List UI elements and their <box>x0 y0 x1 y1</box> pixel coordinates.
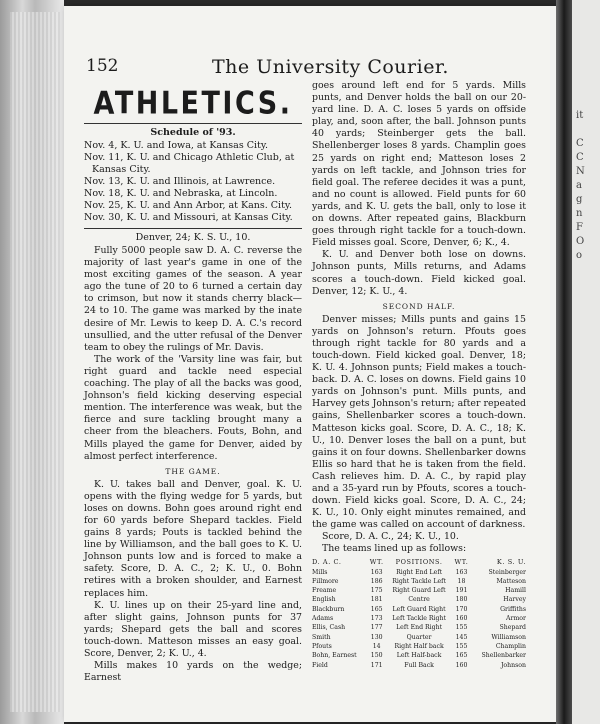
lineup-row <box>312 586 526 595</box>
lineup-cell: Matteson <box>496 577 526 585</box>
lineup-row <box>312 577 526 586</box>
next-page-fragment <box>572 0 600 724</box>
lineup-cell: Smith <box>312 633 331 641</box>
lineup-cell: 171 <box>370 661 383 669</box>
next-page-letter: O <box>576 236 585 247</box>
lineup-cell: Left Guard Right <box>392 605 446 613</box>
subheading-the-game: THE GAME. <box>165 466 221 476</box>
lineup-cell: 160 <box>455 661 468 669</box>
next-page-letter: a <box>576 180 582 191</box>
lineup-cell: Blackburn <box>312 605 345 613</box>
lineup-cell: Fillmore <box>312 577 339 585</box>
lineup-row <box>312 614 526 623</box>
schedule-item: Nov. 11, K. U. and Chicago Athletic Club, at Kansas City. <box>84 152 295 175</box>
article-paragraph: The work of the 'Varsity line was fair, but right guard and tackle need especial coaching. The play of all the backs was good, Johnson's field kicking deserving especial mention. The interference was weak, but the fierce and sure tackling brought many a cheer from the bleachers. Fouts, Bohn, and Mills played the game for Denver, aided by almost perfect interference. <box>84 353 302 462</box>
article-paragraph: Mills makes 10 yards on the wedge; Earnest <box>84 660 302 684</box>
article-paragraph: K. U. takes ball and Denver, goal. K. U. opens with the flying wedge for 5 yards, but loses on downs. Bohn goes around right end for 60 yards before Shepard tackles. Field gains 8 yards; Pouts is tackled behind the line by Williamson, and the ball goes to K. U. Johnson punts low and is forced to make a safety. Score, D. A. C., 2; K. U., 0. Bohn retires with a broken shoulder, and Earnest replaces him. <box>84 478 302 599</box>
lineup-header: POSITIONS. <box>395 557 443 566</box>
lineup-header: D. A. C. <box>312 557 342 566</box>
lineup-cell: Champlin <box>495 642 526 650</box>
lineup-cell: 180 <box>455 596 468 604</box>
lineup-cell: 186 <box>370 577 383 585</box>
lineup-cell: 160 <box>455 615 468 623</box>
lineup-cell: 165 <box>455 652 468 660</box>
lineup-cell: 14 <box>372 642 381 650</box>
lineup-cell: Right Half back <box>394 642 444 650</box>
next-page-letter: C <box>576 138 584 149</box>
lineup-cell: 130 <box>370 633 383 641</box>
subheading-second-half: SECOND HALF. <box>382 301 456 311</box>
article-paragraph: Fully 5000 people saw D. A. C. reverse the majority of last year's game in one of the most exciting games of the season. A year ago the tune of 20 to 6 turned a certain day to crimson, but now it stands cherry black—24 to 10. The game was marked by the inate desire of Mr. Lewis to keep D. A. C.'s record unsullied, and the utter refusal of the Denver team to obey the rulings of Mr. Davis. <box>84 245 302 353</box>
next-page-letter: n <box>576 208 583 219</box>
lineup-cell: Left Half-back <box>396 652 442 660</box>
score-line: Score, D. A. C., 24; K. U., 10. <box>322 531 459 543</box>
lineup-row <box>312 633 526 642</box>
page-header <box>86 56 526 80</box>
lineup-cell: Adams <box>312 615 334 623</box>
next-page-letter: C <box>576 152 584 163</box>
lineup-row <box>312 623 526 632</box>
article-title: Denver, 24; K. S. U., 10. <box>135 232 251 243</box>
schedule-list <box>84 140 302 224</box>
lineup-intro: The teams lined up as follows: <box>322 543 467 555</box>
article-paragraph-continued: goes around left end for 5 yards. Mills punts, and Denver holds the ball on our 20-yard line. D. A. C. loses 5 yards on offside play, and, soon after, the ball. Johnson punts 40 yards; Steinberger gets the ball. Shellenberger loses 8 yards. Champlin goes 25 yards on right end; Matteson loses 2 yards on left tackle, and Johnson tries for field goal. The referee decides it was a punt, and no count is allowed. Field punts for 60 yards, and K. U. gets the ball, only to lose it on downs. After repeated gains, Blackburn goes through right tackle for a touch-down. Field misses goal. Score, Denver, 6; K., 4. <box>312 80 526 249</box>
lineup-cell: 155 <box>455 642 468 650</box>
lineup-cell: Bohn, Earnest <box>312 652 357 660</box>
page-number: 152 <box>86 56 119 76</box>
lineup-cell: Johnson <box>500 661 526 669</box>
lineup-cell: 18 <box>457 577 466 585</box>
section-heading: ATHLETICS. <box>93 85 293 122</box>
lineup-row <box>312 642 526 651</box>
lineup-cell: 191 <box>455 587 468 595</box>
lineup-cell: Left End Right <box>396 624 443 632</box>
lineup-table <box>312 558 526 670</box>
lineup-cell: Shepard <box>499 624 526 632</box>
left-column <box>84 85 302 684</box>
lineup-cell: Right Tackle Left <box>392 577 446 585</box>
lineup-row <box>312 595 526 604</box>
lineup-cell: 163 <box>455 568 468 576</box>
next-page-letter: F <box>576 222 583 233</box>
lineup-cell: Harvey <box>503 596 526 604</box>
lineup-cell: 165 <box>370 605 383 613</box>
lineup-cell: Left Tackle Right <box>392 615 446 623</box>
lineup-cell: Hamill <box>505 587 526 595</box>
lineup-cell: Right End Left <box>396 568 443 576</box>
lineup-cell: Ellis, Cash <box>312 624 346 632</box>
divider <box>84 123 302 124</box>
lineup-cell: Field <box>312 661 328 669</box>
lineup-cell: 181 <box>370 596 383 604</box>
lineup-header: WT. <box>454 557 469 566</box>
lineup-cell: Williamson <box>491 633 526 641</box>
lineup-cell: 175 <box>370 587 383 595</box>
lineup-cell: Steinberger <box>488 568 526 576</box>
divider <box>84 228 302 229</box>
lineup-cell: 170 <box>455 605 468 613</box>
lineup-row <box>312 661 526 670</box>
book-page-edges <box>0 0 64 724</box>
lineup-cell: 163 <box>370 568 383 576</box>
lineup-cell: Full Back <box>404 661 434 669</box>
right-column <box>312 80 526 670</box>
lineup-row <box>312 605 526 614</box>
lineup-cell: 150 <box>370 652 383 660</box>
lineup-cell: Armor <box>506 615 526 623</box>
lineup-cell: Centre <box>408 596 430 604</box>
lineup-cell: Mills <box>312 568 328 576</box>
running-title: The University Courier. <box>212 56 449 78</box>
schedule-item: Nov. 30, K. U. and Missouri, at Kansas City. <box>84 212 293 223</box>
lineup-row <box>312 651 526 660</box>
lineup-cell: 173 <box>370 615 383 623</box>
next-page-letter: it <box>576 110 584 121</box>
lineup-header: K. S. U. <box>496 557 526 566</box>
schedule-item: Nov. 4, K. U. and Iowa, at Kansas City. <box>84 140 268 151</box>
lineup-cell: Shellenbarker <box>481 652 526 660</box>
lineup-cell: Pfouts <box>312 642 332 650</box>
lineup-cell: Freame <box>312 587 337 595</box>
article-paragraph: Denver misses; Mills punts and gains 15 yards on Johnson's return. Pfouts goes through right tackle for 80 yards and a touch-down. Field kicked goal. Denver, 18; K. U. 4. Johnson punts; Field makes a touch-back. D. A. C. loses on downs. Field gains 10 yards on Johnson's punt. Mills punts, and Harvey gets Johnson's return; after repeated gains, Shellenbarker scores a touch-down. Matteson kicks goal. Score, D. A. C., 18; K. U., 10. Denver loses the ball on a punt, but gains it on four downs. Shellenbarker downs Ellis so hard that he is taken from the field. Cash relieves him. D. A. C., by rapid play and a 35-yard run by Pfouts, scores a touch-down. Field kicks goal. Score, D. A. C., 24; K. U., 10. Only eight minutes remained, and the game was called on account of darkness. <box>312 313 526 531</box>
article-paragraph: K. U. lines up on their 25-yard line and, after slight gains, Johnson punts for 37 yards; Shepard gets the ball and scores touch-down. Matteson misses an easy goal. Score, Denver, 2; K. U., 4. <box>84 599 302 659</box>
lineup-header: WT. <box>369 557 384 566</box>
lineup-row <box>312 568 526 577</box>
lineup-cell: Right Guard Left <box>392 587 446 595</box>
lineup-cell: 177 <box>370 624 383 632</box>
schedule-item: Nov. 25, K. U. and Ann Arbor, at Kans. City. <box>84 200 293 211</box>
next-page-letter: g <box>576 194 583 205</box>
next-page-letter: o <box>576 250 583 261</box>
lineup-cell: English <box>312 596 336 604</box>
next-page-letter: N <box>576 166 585 177</box>
schedule-item: Nov. 13, K. U. and Illinois, at Lawrence. <box>84 176 276 187</box>
schedule-title: Schedule of '93. <box>150 127 236 138</box>
lineup-cell: 145 <box>455 633 468 641</box>
lineup-cell: Griffiths <box>500 605 526 613</box>
article-paragraph: K. U. and Denver both lose on downs. Johnson punts, Mills returns, and Adams scores a touch-down. Field kicked goal. Denver, 12; K. U., 4. <box>312 249 526 297</box>
book-gutter <box>556 0 572 724</box>
lineup-cell: 155 <box>455 624 468 632</box>
lineup-cell: Quarter <box>406 633 432 641</box>
schedule-item: Nov. 18, K. U. and Nebraska, at Lincoln. <box>84 188 278 199</box>
